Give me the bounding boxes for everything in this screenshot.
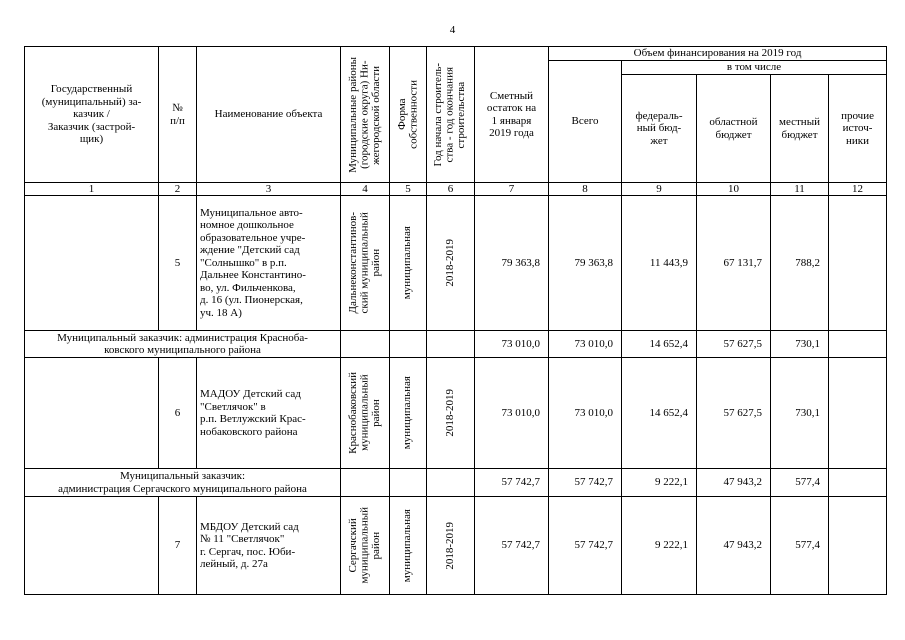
total-value: 57 742,7 bbox=[549, 469, 622, 497]
column-number: 11 bbox=[771, 183, 829, 196]
other-value bbox=[829, 331, 887, 358]
other-value bbox=[829, 358, 887, 469]
federal-value: 9 222,1 bbox=[622, 469, 697, 497]
header-ownership: Форма собственности bbox=[390, 47, 427, 183]
other-value bbox=[829, 196, 887, 331]
customer-label: Муниципальный заказчик: администрация Сергачского муниципального района bbox=[25, 469, 341, 497]
customer-label: Муниципальный заказчик: администрация Красноба- ковского муниципального района bbox=[25, 331, 341, 358]
header-district: Муниципальные районы (городские округа) Ни- жегородской области bbox=[341, 47, 390, 183]
header-funding-group: Объем финансирования на 2019 год bbox=[549, 47, 887, 61]
row-number: 7 bbox=[159, 497, 197, 595]
column-number: 9 bbox=[622, 183, 697, 196]
total-value: 57 742,7 bbox=[549, 497, 622, 595]
balance-value: 57 742,7 bbox=[475, 497, 549, 595]
empty-cell bbox=[390, 331, 427, 358]
customer-cell bbox=[25, 196, 159, 331]
column-number: 4 bbox=[341, 183, 390, 196]
local-value: 577,4 bbox=[771, 469, 829, 497]
header-customer: Государственный (муниципальный) за- казчик / Заказчик (застрой- щик) bbox=[25, 47, 159, 183]
customer-row bbox=[25, 331, 887, 358]
table-row bbox=[25, 196, 887, 331]
ownership-cell: муниципальная bbox=[390, 196, 427, 331]
column-number: 6 bbox=[427, 183, 475, 196]
empty-cell bbox=[427, 469, 475, 497]
header-object-name: Наименование объекта bbox=[197, 47, 341, 183]
column-number: 8 bbox=[549, 183, 622, 196]
column-number: 5 bbox=[390, 183, 427, 196]
total-value: 79 363,8 bbox=[549, 196, 622, 331]
balance-value: 73 010,0 bbox=[475, 331, 549, 358]
column-number: 1 bbox=[25, 183, 159, 196]
customer-cell bbox=[25, 358, 159, 469]
other-value bbox=[829, 469, 887, 497]
ownership-cell: муниципальная bbox=[390, 358, 427, 469]
column-number: 12 bbox=[829, 183, 887, 196]
empty-cell bbox=[341, 469, 390, 497]
district-cell: Сергачский муниципальный район bbox=[341, 497, 390, 595]
column-number: 2 bbox=[159, 183, 197, 196]
balance-value: 73 010,0 bbox=[475, 358, 549, 469]
table-row bbox=[25, 497, 887, 595]
table-row bbox=[25, 358, 887, 469]
years-cell: 2018-2019 bbox=[427, 497, 475, 595]
balance-value: 57 742,7 bbox=[475, 469, 549, 497]
federal-value: 11 443,9 bbox=[622, 196, 697, 331]
header-estimated-balance: Сметный остаток на 1 января 2019 года bbox=[475, 47, 549, 183]
local-value: 730,1 bbox=[771, 358, 829, 469]
object-name: МАДОУ Детский сад "Светлячок" в р.п. Ветлужский Крас- нобаковского района bbox=[197, 358, 341, 469]
balance-value: 79 363,8 bbox=[475, 196, 549, 331]
federal-value: 9 222,1 bbox=[622, 497, 697, 595]
row-number: 5 bbox=[159, 196, 197, 331]
total-value: 73 010,0 bbox=[549, 331, 622, 358]
empty-cell bbox=[427, 331, 475, 358]
header-number: № п/п bbox=[159, 47, 197, 183]
local-value: 577,4 bbox=[771, 497, 829, 595]
header-federal: федераль- ный бюд- жет bbox=[622, 75, 697, 183]
federal-value: 14 652,4 bbox=[622, 358, 697, 469]
local-value: 788,2 bbox=[771, 196, 829, 331]
object-name: Муниципальное авто- номное дошкольное образовательное учре- ждение "Детский сад "Солнышко" в р.п. Дальнее Константино- во, ул. Фильченкова, д. 16 (ул. Пионерская, уч. 18 А) bbox=[197, 196, 341, 331]
header-total: Всего bbox=[549, 61, 622, 183]
header-other: прочие источ- ники bbox=[829, 75, 887, 183]
row-number: 6 bbox=[159, 358, 197, 469]
empty-cell bbox=[341, 331, 390, 358]
customer-cell bbox=[25, 497, 159, 595]
column-number-row bbox=[25, 183, 887, 196]
object-name: МБДОУ Детский сад № 11 "Светлячок" г. Сергач, пос. Юби- лейный, д. 27а bbox=[197, 497, 341, 595]
local-value: 730,1 bbox=[771, 331, 829, 358]
total-value: 73 010,0 bbox=[549, 358, 622, 469]
column-number: 7 bbox=[475, 183, 549, 196]
header-including: в том числе bbox=[622, 61, 887, 75]
ownership-cell: муниципальная bbox=[390, 497, 427, 595]
empty-cell bbox=[390, 469, 427, 497]
column-number: 3 bbox=[197, 183, 341, 196]
federal-value: 14 652,4 bbox=[622, 331, 697, 358]
page-number: 4 bbox=[449, 24, 456, 36]
years-cell: 2018-2019 bbox=[427, 358, 475, 469]
years-cell: 2018-2019 bbox=[427, 196, 475, 331]
regional-value: 47 943,2 bbox=[697, 469, 771, 497]
header-years: Год начала строитель- ства - год окончания строительства bbox=[427, 47, 475, 183]
regional-value: 57 627,5 bbox=[697, 331, 771, 358]
regional-value: 47 943,2 bbox=[697, 497, 771, 595]
customer-row bbox=[25, 469, 887, 497]
header-local: местный бюджет bbox=[771, 75, 829, 183]
header-regional: областной бюджет bbox=[697, 75, 771, 183]
other-value bbox=[829, 497, 887, 595]
regional-value: 67 131,7 bbox=[697, 196, 771, 331]
district-cell: Краснобаковский муниципальный район bbox=[341, 358, 390, 469]
district-cell: Дальнеконстантинов- ский муниципальный район bbox=[341, 196, 390, 331]
regional-value: 57 627,5 bbox=[697, 358, 771, 469]
financing-table bbox=[24, 46, 887, 595]
column-number: 10 bbox=[697, 183, 771, 196]
